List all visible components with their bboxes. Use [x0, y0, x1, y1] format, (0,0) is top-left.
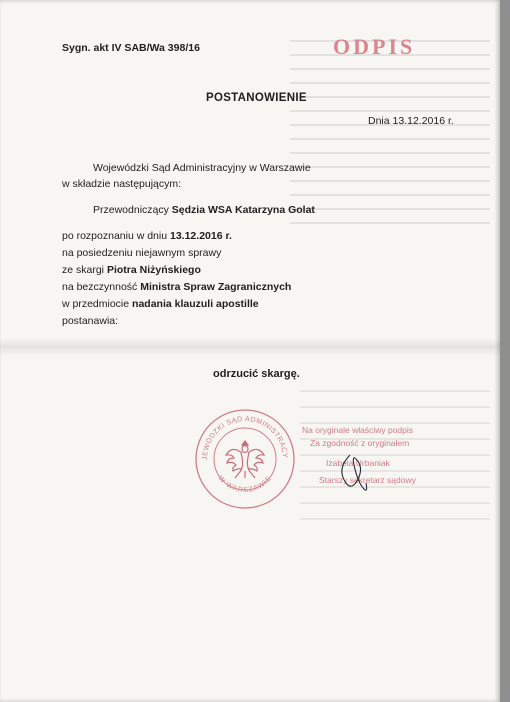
clerk-name: Izabela Urbaniak	[326, 458, 390, 468]
document-date: Dnia 13.12.2016 r.	[368, 115, 454, 127]
subject-line	[62, 298, 259, 310]
session-line: na posiedzeniu niejawnym sprawy	[62, 247, 222, 259]
chair-line	[93, 204, 315, 216]
seal-emblem-icon	[193, 407, 297, 511]
ruling: odrzucić skargę.	[213, 368, 300, 380]
authority-name: Ministra Spraw Zagranicznych	[140, 281, 292, 293]
seal-text-bottom: W WARSZAWIE	[216, 474, 274, 495]
court-name: Wojewódzki Sąd Administracyjny w Warszawie	[93, 162, 311, 174]
seal-text-top: JEWÓDZKI SĄD ADMINISTRACY	[201, 415, 289, 461]
case-reference: Sygn. akt IV SAB/Wa 398/16	[62, 42, 200, 54]
inaction-line	[62, 281, 291, 293]
decides-label: postanawia:	[62, 315, 119, 327]
conformity-note: Za zgodność z oryginałem	[310, 438, 410, 448]
chair-prefix: Przewodniczący	[93, 204, 172, 216]
clerk-title: Starszy sekretarz sądowy	[319, 475, 416, 485]
complainant-name: Piotra Niżyńskiego	[106, 264, 201, 276]
court-seal	[193, 407, 297, 516]
complainant-prefix: ze skargi	[62, 264, 107, 276]
hearing-date: 13.12.2016 r.	[170, 230, 232, 242]
odpis-stamp: ODPIS	[333, 34, 416, 59]
subject-prefix: w przedmiocie	[62, 298, 133, 310]
composition-label: w składzie następującym:	[62, 178, 182, 190]
complainant-line	[62, 264, 201, 276]
signature-note: Na oryginale właściwy podpis	[302, 425, 414, 435]
document-title: POSTANOWIENIE	[206, 92, 307, 104]
bleed-through-text	[290, 40, 490, 260]
handwritten-signature-icon	[332, 445, 392, 505]
inaction-prefix: na bezczynność	[62, 281, 141, 293]
hearing-date-line	[62, 230, 232, 242]
chair-name: Sędzia WSA Katarzyna Golat	[171, 204, 315, 216]
hearing-date-prefix: po rozpoznaniu w dniu	[62, 230, 170, 242]
subject: nadania klauzuli apostille	[132, 298, 259, 310]
